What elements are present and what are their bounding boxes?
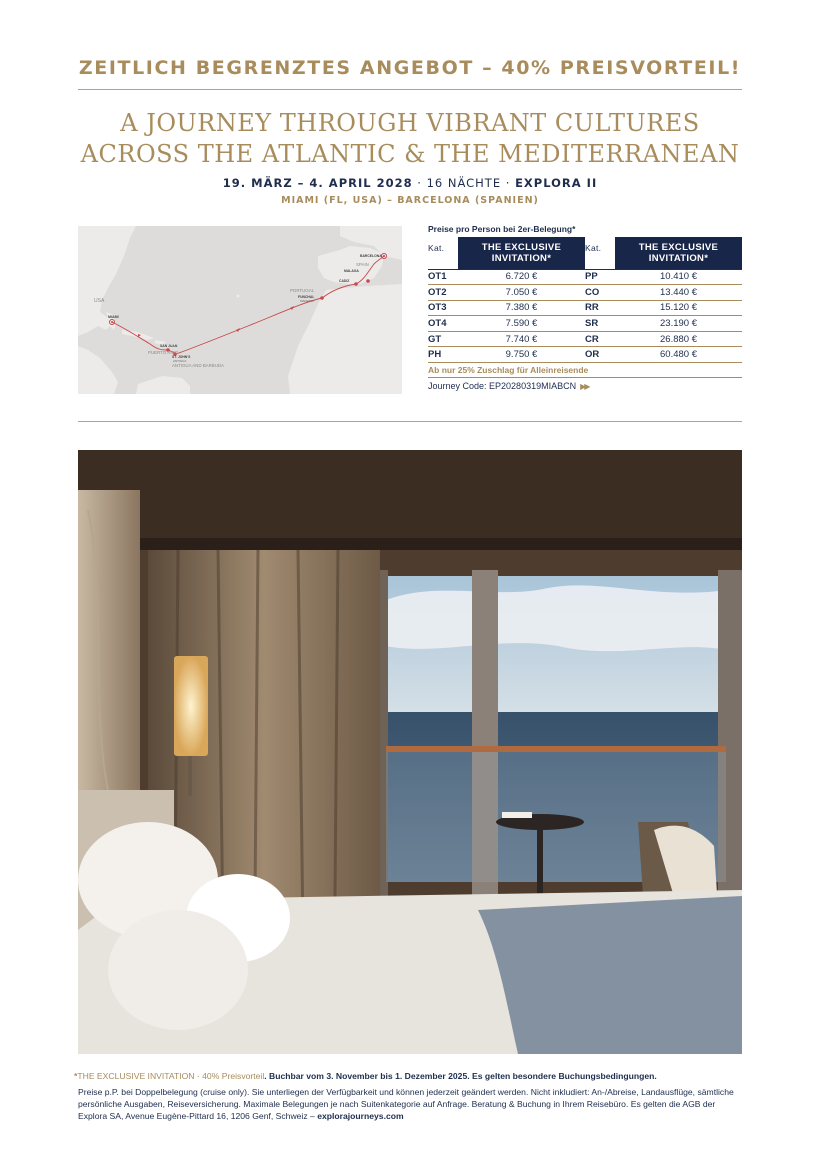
ship-name: EXPLORA II <box>515 176 598 190</box>
price-value: 10.410 € <box>615 269 742 285</box>
category-code: OT2 <box>428 285 458 301</box>
kat-header: Kat. <box>428 237 458 269</box>
map-label-malaga: MALAGA <box>344 269 359 273</box>
price-value: 9.750 € <box>458 347 585 363</box>
category-code: RR <box>585 300 615 316</box>
price-value: 7.380 € <box>458 300 585 316</box>
price-value: 26.880 € <box>615 331 742 347</box>
journey-code: Journey Code: EP20280319MIABCN <box>428 381 577 392</box>
category-code: GT <box>428 331 458 347</box>
category-code: CO <box>585 285 615 301</box>
category-code: OT1 <box>428 269 458 285</box>
map-label-madeira: MADEIRA <box>300 299 314 303</box>
suite-photo <box>78 450 742 1054</box>
terms-body: Preise p.P. bei Doppelbelegung (cruise only). Sie unterliegen der Verfügbarkeit und können jederzeit geändert werden. Nicht inkludiert: An-/Abreise, Landausflüge, sämtliche persönliche Ausgaben, Reiseversicherung. Maximale Belegungen je nach Suitenkategorie auf Anfrage. Beratung & Buchung in Ihrem Reisebüro. Es gelten die AGB der Explora SA, Avenue Eugène-Pittard 16, 1206 Genf, Schweiz – <box>78 1087 734 1121</box>
category-code: OT4 <box>428 316 458 332</box>
single-surcharge-note: Ab nur 25% Zuschlag für Alleinreisende <box>428 363 742 378</box>
route-map-graphic <box>78 226 402 394</box>
double-arrow-icon: ▶▶ <box>580 382 589 392</box>
price-value: 6.720 € <box>458 269 585 285</box>
category-code: OT3 <box>428 300 458 316</box>
divider <box>78 421 742 422</box>
map-label-portugal: PORTUGAL <box>290 288 315 293</box>
map-label-antigua-barbuda: ANTIGUA AND BARBUDA <box>172 363 224 368</box>
price-value: 7.590 € <box>458 316 585 332</box>
invitation-header: THE EXCLUSIVE INVITATION* <box>615 237 742 269</box>
table-row <box>428 300 742 316</box>
table-row <box>428 269 742 285</box>
price-value: 23.190 € <box>615 316 742 332</box>
kat-header: Kat. <box>585 237 615 269</box>
invitation-label: THE EXCLUSIVE INVITATION · <box>77 1071 203 1081</box>
map-label-san-juan: SAN JUAN <box>160 344 178 348</box>
route: MIAMI (FL, USA) – BARCELONA (SPANIEN) <box>281 195 539 206</box>
asterisk: * <box>74 1071 78 1081</box>
suite-photo-illustration <box>78 450 742 1054</box>
title-line-2: ACROSS THE ATLANTIC & THE MEDITERRANEAN <box>80 140 740 168</box>
map-label-miami: MIAMI <box>108 315 119 319</box>
booking-period: . Buchbar vom 3. November bis 1. Dezember 2025. Es gelten besondere Buchungsbedingungen. <box>264 1071 657 1081</box>
price-table <box>428 237 742 363</box>
category-code: PP <box>585 269 615 285</box>
travel-dates <box>0 176 820 190</box>
route-map <box>78 226 402 394</box>
map-label-barcelona: BARCELONA <box>360 254 382 258</box>
title-line-1: A JOURNEY THROUGH VIBRANT CULTURES <box>120 109 700 137</box>
price-value: 13.440 € <box>615 285 742 301</box>
journey-title <box>0 108 820 170</box>
divider <box>78 89 742 90</box>
map-label-cadiz: CADIZ <box>339 279 350 283</box>
offer-headline: ZEITLICH BEGRENZTES ANGEBOT – 40% PREISVORTEIL! <box>78 57 742 79</box>
price-table-block <box>428 222 742 394</box>
table-row <box>428 316 742 332</box>
journey-code-link[interactable] <box>428 378 742 394</box>
nights: · 16 NÄCHTE · <box>412 176 516 190</box>
advantage-label: 40% Preisvorteil <box>202 1071 265 1081</box>
table-row <box>428 347 742 363</box>
map-label-usa: USA <box>94 298 105 304</box>
table-row <box>428 331 742 347</box>
category-code: CR <box>585 331 615 347</box>
price-caption: Preise pro Person bei 2er-Belegung* <box>428 224 576 234</box>
offer-footnote <box>74 1071 754 1081</box>
price-value: 7.050 € <box>458 285 585 301</box>
website-link[interactable]: explorajourneys.com <box>317 1111 404 1121</box>
category-code: PH <box>428 347 458 363</box>
category-code: OR <box>585 347 615 363</box>
price-value: 15.120 € <box>615 300 742 316</box>
map-label-spain: SPAIN <box>356 262 369 267</box>
map-label-puerto-rico: PUERTO RICO <box>148 350 179 355</box>
category-code: SR <box>585 316 615 332</box>
map-label-antigua: ANTIGUA <box>173 359 187 363</box>
price-value: 7.740 € <box>458 331 585 347</box>
map-label-funchal: FUNCHAL <box>298 295 315 299</box>
invitation-header: THE EXCLUSIVE INVITATION* <box>458 237 585 269</box>
terms-text <box>78 1086 744 1122</box>
date-range: 19. MÄRZ – 4. APRIL 2028 <box>222 176 413 190</box>
table-row <box>428 285 742 301</box>
price-value: 60.480 € <box>615 347 742 363</box>
map-label-st-johns: ST. JOHN'S <box>172 355 191 359</box>
